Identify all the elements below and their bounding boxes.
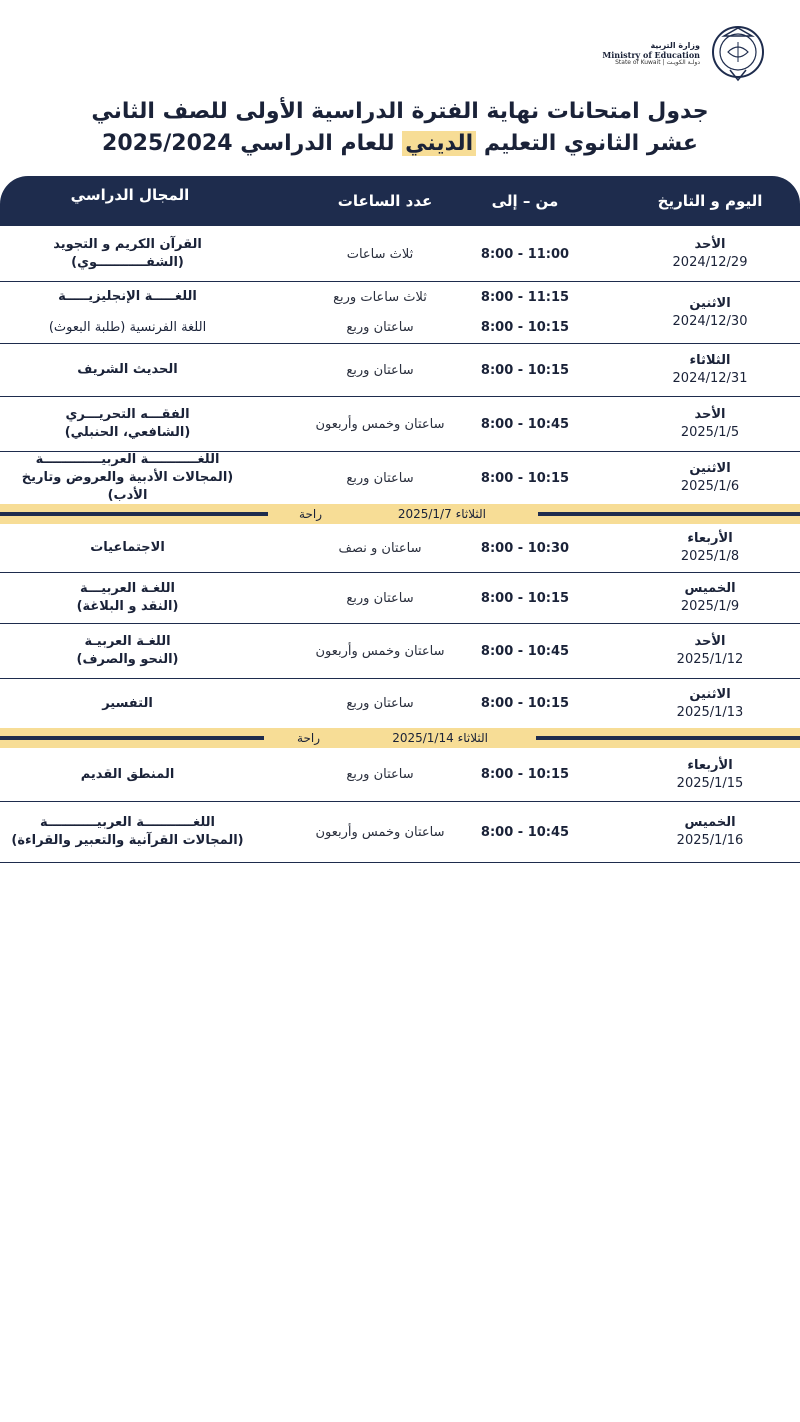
- subject-cell: [0, 624, 255, 678]
- ministry-name-en: Ministry of Education: [602, 49, 700, 60]
- subject-detail: (الشافعي، الحنبلي): [64, 425, 191, 440]
- rest-bar-left: [0, 736, 264, 740]
- day-date: 2025/1/8: [680, 549, 740, 564]
- subject-cell: [0, 227, 255, 281]
- subject-name: التفسير: [102, 695, 153, 711]
- subject-detail: (الشفـــــــــــوي): [71, 255, 184, 270]
- day-date: 2025/1/15: [676, 775, 744, 791]
- day-cell: [650, 748, 770, 801]
- day-cell: [650, 397, 770, 451]
- time-cell: 8:00 - 10:45: [480, 416, 570, 432]
- title-highlight: الديني: [402, 131, 476, 156]
- subject-name: اللغـة العربيـــة: [80, 581, 175, 596]
- subject-cell: [0, 452, 255, 504]
- day-name: الأربعاء: [687, 531, 733, 546]
- rest-day-date: 2025/1/14: [392, 731, 454, 745]
- day-cell: [650, 452, 770, 504]
- subject-detail: (المجالات القرآنية والتعبير والقراءة): [11, 833, 244, 848]
- rest-bar-right: [538, 512, 800, 516]
- subject-name-2: اللغة الفرنسية (طلبة البعوث): [48, 319, 207, 335]
- subject-detail: (المجالات الأدبية والعروض وتاريخ الأدب): [21, 470, 234, 503]
- subject-cell: [0, 344, 255, 396]
- day-name: الخميس: [684, 581, 736, 596]
- subject-detail: (النحو والصرف): [76, 652, 179, 667]
- header-day: اليوم و التاريخ: [657, 192, 763, 210]
- day-date: 2024/12/30: [672, 313, 748, 329]
- subject-cell: [0, 397, 255, 451]
- day-name: الأربعاء: [687, 757, 733, 773]
- day-name: الأحد: [694, 237, 726, 252]
- subject-cell: [0, 282, 255, 343]
- time-value-2: 8:00 - 10:15: [480, 320, 570, 336]
- subject-name: اللغـــــــــــة العربيـــــــــــــة: [35, 452, 220, 467]
- day-date: 2024/12/31: [672, 371, 748, 386]
- table-row: [0, 624, 800, 679]
- time-value: 8:00 - 11:15: [480, 289, 570, 305]
- subject-cell: [0, 524, 255, 572]
- day-cell: [650, 573, 770, 623]
- time-cell: 8:00 - 10:15: [480, 590, 570, 606]
- subject-cell: [0, 802, 255, 862]
- ministry-name-ar: وزارة التربية: [650, 41, 700, 51]
- state-name: State of Kuwait | دولـة الكويـت: [615, 58, 700, 66]
- hours-cell: ساعتان وربع: [346, 470, 414, 486]
- time-cell: 8:00 - 10:30: [480, 540, 570, 556]
- hours-cell: ساعتان و نصف: [338, 540, 422, 556]
- kuwait-emblem-icon: [708, 24, 768, 84]
- subject-name: اللغـــــــــــة العربيـــــــــــة: [40, 815, 215, 830]
- subject-name: الحديث الشريف: [77, 362, 178, 377]
- title-line-1: جدول امتحانات نهاية الفترة الدراسية الأولى للصف الثاني: [91, 99, 709, 124]
- day-cell: [650, 802, 770, 862]
- rest-day-band: [0, 728, 800, 748]
- day-name: الثلاثاء: [689, 353, 731, 368]
- subject-name: المنطق القديم: [80, 766, 175, 782]
- day-name: الاثنين: [689, 461, 731, 476]
- time-cell: 8:00 - 10:15: [480, 696, 570, 711]
- hours-cell: ساعتان وخمس وأربعون: [315, 824, 445, 840]
- rest-date: [392, 728, 488, 748]
- header-time: من – إلى: [491, 192, 559, 210]
- header-hours: عدد الساعات: [337, 192, 433, 210]
- time-cell: 8:00 - 11:00: [480, 246, 570, 262]
- subject-name: الفقـــه التحريـــري: [65, 407, 190, 422]
- table-row: [0, 524, 800, 573]
- subject-cell: [0, 679, 255, 728]
- day-cell: [650, 227, 770, 281]
- subject-detail: (النقد و البلاغة): [76, 599, 179, 614]
- rest-day-date: 2025/1/7: [397, 507, 452, 521]
- day-date: 2025/1/12: [676, 652, 744, 667]
- time-cell: 8:00 - 10:15: [480, 362, 570, 378]
- rest-bar-left: [0, 512, 268, 516]
- day-name: الخميس: [684, 815, 736, 830]
- rest-day-name: الثلاثاء: [455, 507, 486, 521]
- day-date: 2025/1/6: [680, 479, 740, 494]
- rest-day-name: الثلاثاء: [457, 731, 488, 745]
- subject-name: الاجتماعيات: [90, 540, 165, 555]
- page-title: [40, 96, 760, 160]
- table-header: [0, 176, 800, 226]
- day-cell: [650, 679, 770, 728]
- day-date: 2025/1/16: [676, 833, 744, 848]
- ministry-name-block: [602, 41, 700, 66]
- rest-date: [398, 504, 486, 524]
- time-cell: 8:00 - 10:45: [480, 643, 570, 659]
- rest-label: راحة: [299, 507, 322, 521]
- hours-cell: ساعتان وربع: [346, 590, 414, 606]
- hours-cell: ساعتان وربع: [346, 362, 414, 378]
- day-date: 2025/1/9: [680, 599, 740, 614]
- hours-cell: ساعتان وخمس وأربعون: [315, 416, 445, 432]
- time-cell: 8:00 - 10:15: [480, 767, 570, 782]
- table-row: [0, 282, 800, 344]
- day-cell: [650, 282, 770, 343]
- day-name: الاثنين: [689, 295, 731, 311]
- day-date: 2025/1/5: [680, 425, 740, 440]
- header-subject: المجال الدراسي: [70, 186, 190, 204]
- table-row: [0, 679, 800, 728]
- table-row: [0, 802, 800, 863]
- hours-value-2: ساعتان وربع: [346, 320, 414, 336]
- table-row: [0, 748, 800, 802]
- subject-name: اللغـــــة الإنجليزيـــــة: [58, 289, 197, 305]
- subject-name: اللغـة العربيـة: [84, 634, 171, 649]
- subject-cell: [0, 748, 255, 801]
- day-date: 2024/12/29: [672, 255, 748, 270]
- rest-label: راحة: [297, 731, 320, 745]
- hours-value: ثلاث ساعات وربع: [333, 289, 427, 305]
- rest-day-band: [0, 504, 800, 524]
- title-line-2-a: عشر الثانوي التعليم: [476, 131, 698, 156]
- day-cell: [650, 524, 770, 572]
- hours-cell: ساعتان وربع: [346, 696, 414, 711]
- state-name-en: State of Kuwait: [615, 58, 661, 66]
- table-row: [0, 452, 800, 504]
- table-row: [0, 227, 800, 282]
- state-name-ar: دولـة الكويـت: [666, 58, 700, 66]
- day-name: الأحد: [694, 634, 726, 649]
- title-line-2: [40, 128, 760, 160]
- day-cell: [650, 624, 770, 678]
- day-name: الأحد: [694, 407, 726, 422]
- day-name: الاثنين: [689, 686, 731, 702]
- rest-bar-right: [536, 736, 800, 740]
- table-row: [0, 573, 800, 624]
- subject-name: القرآن الكريم و التجويد: [53, 237, 202, 252]
- table-row: [0, 397, 800, 452]
- subject-cell: [0, 573, 255, 623]
- time-cell: [455, 282, 595, 343]
- hours-cell: ساعتان وربع: [346, 767, 414, 782]
- time-cell: 8:00 - 10:15: [480, 470, 570, 486]
- hours-cell: [305, 282, 455, 343]
- hours-cell: ثلاث ساعات: [346, 246, 414, 262]
- table-row: [0, 344, 800, 397]
- ministry-logo: [602, 24, 768, 84]
- hours-cell: ساعتان وخمس وأربعون: [315, 643, 445, 659]
- title-line-2-b: للعام الدراسي 2025/2024: [102, 131, 403, 156]
- day-date: 2025/1/13: [676, 704, 744, 720]
- time-cell: 8:00 - 10:45: [480, 824, 570, 840]
- day-cell: [650, 344, 770, 396]
